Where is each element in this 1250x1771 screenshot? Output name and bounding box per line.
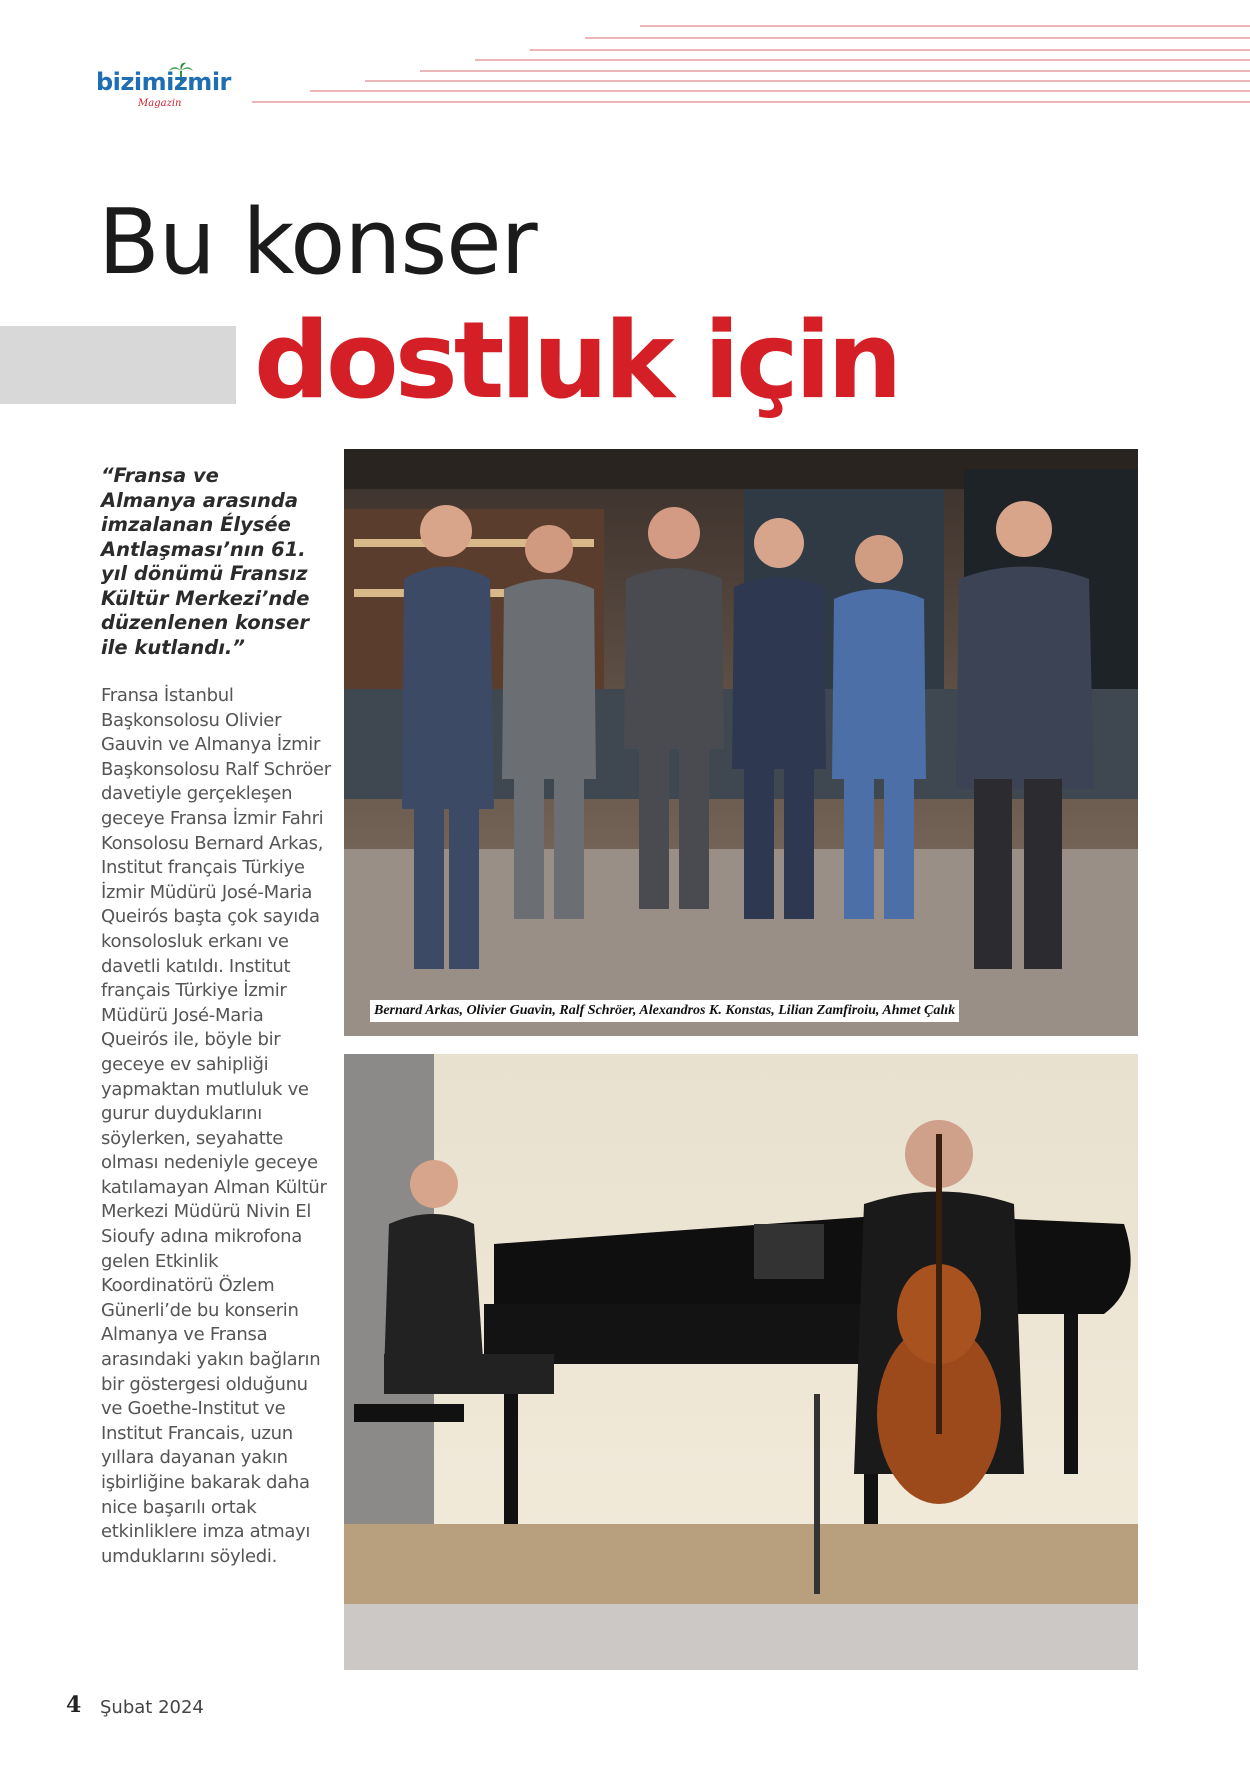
pull-quote: “Fransa ve Almanya arasında imzalanan Élysée Antlaşması’nın 61. yıl dönümü Fransız Kültür Merkezi’nde düzenlenen konser ile kutlandı.” (101, 464, 310, 659)
brand-logo (96, 64, 246, 114)
headline-gray-bar (0, 326, 236, 404)
group-photo (344, 449, 1138, 1036)
concert-photo (344, 1054, 1138, 1670)
page-number: 4 (66, 1692, 82, 1718)
headline-line-2: dostluk için (254, 299, 899, 422)
issue-date: Şubat 2024 (100, 1697, 204, 1718)
article-body: Fransa İstanbul Başkonsolosu Olivier Gauvin ve Almanya İzmir Başkonsolosu Ralf Schröer davetiyle gerçekleşen geceye Fransa İzmir Fahri Konsolosu Bernard Arkas, Institut français Türkiye İzmir Müdürü José-Maria Queirós başta çok sayıda konsolosluk erkanı ve davetli katıldı. Institut français Türkiye İzmir Müdürü José-Maria Queirós ile, böyle bir geceye ev sahipliği yapmaktan mutluluk ve gurur duyduklarını söylerken, seyahatte olması nedeniyle geceye katılamayan Alman Kültür Merkezi Müdürü Nivin El Sioufy adına mikrofona gelen Etkinlik Koordinatörü Özlem Günerli’de bu konserin Almanya ve Fransa arasındaki yakın bağların bir göstergesi olduğunu ve Goethe-Institut ve Institut Francais, uzun yıllara dayanan yakın işbirliğine bakarak daha nice başarılı ortak etkinliklere imza atmayı umduklarını söyledi. (101, 685, 331, 1567)
group-photo-caption: Bernard Arkas, Olivier Guavin, Ralf Schröer, Alexandros K. Konstas, Lilian Zamfiroiu, Ahmet Çalık (370, 1000, 959, 1022)
brand-subtitle: Magazin (138, 98, 182, 109)
brand-name: bizimizmir (96, 68, 231, 96)
headline-line-1: Bu konser (98, 190, 537, 295)
